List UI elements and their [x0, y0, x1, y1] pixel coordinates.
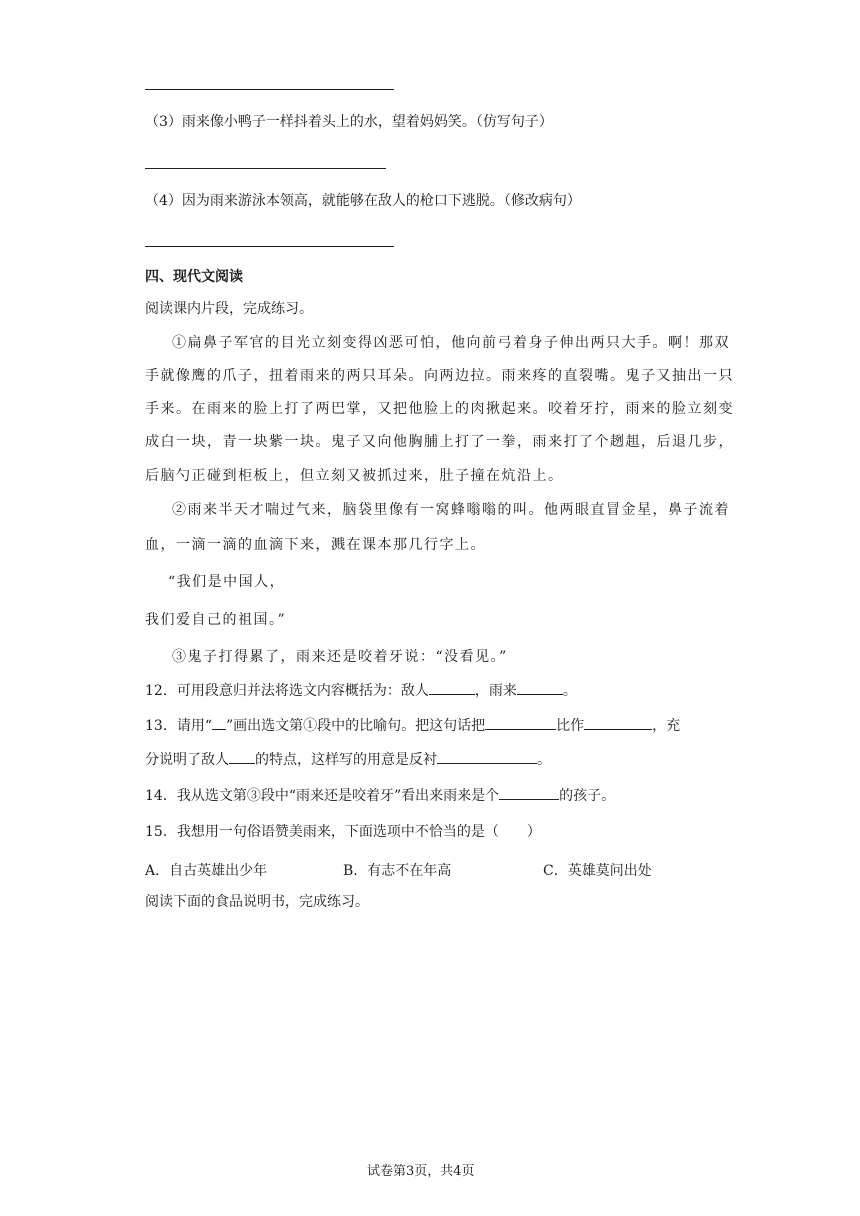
q13-text: 。 — [537, 752, 551, 768]
question-14 — [145, 785, 615, 805]
question-12 — [145, 680, 577, 700]
section-intro: 阅读课内片段，完成练习。 — [145, 301, 313, 317]
q14-text: 14．我从选文第③段中“雨来还是咬着牙”看出来雨来是个 — [145, 788, 500, 804]
section-heading: 四、现代文阅读 — [145, 269, 243, 285]
q13-blank-2[interactable] — [584, 715, 652, 730]
question-3: （3）雨来像小鸭子一样抖着头上的水，望着妈妈笑。（仿写句子） — [145, 114, 553, 130]
q13-text: ，充 — [652, 718, 681, 734]
question-13-cont — [145, 749, 551, 769]
q13-text: 比作 — [556, 718, 585, 734]
q12-text: 12．可用段意归并法将选文内容概括为：敌人 — [145, 683, 429, 699]
q13-underline-sample — [212, 715, 226, 730]
answer-line — [145, 89, 394, 90]
answer-line — [145, 168, 386, 169]
quote-line: “我们是中国人， — [168, 574, 286, 590]
passage-line: 后脑勺正碰到柜板上，但立刻又被抓过来，肚子撞在炕沿上。 — [145, 468, 564, 484]
q12-blank-1[interactable] — [429, 680, 475, 695]
q13-text: 的特点，这样写的用意是反衬 — [255, 752, 437, 768]
passage-line: ①扁鼻子军官的目光立刻变得凶恶可怕，他向前弓着身子伸出两只大手。啊！那双 — [172, 335, 730, 351]
passage-line: 成白一块，青一块紫一块。鬼子又向他胸脯上打了一拳，雨来打了个趔趄，后退几步， — [145, 434, 734, 450]
question-15: 15．我想用一句俗语赞美雨来，下面选项中不恰当的是（ ） — [145, 824, 541, 840]
page-footer: 试卷第3页，共4页 — [367, 1164, 475, 1179]
passage-line: ②雨来半天才喘过气来，脑袋里像有一窝蜂嗡嗡的叫。他两眼直冒金星，鼻子流着 — [172, 502, 730, 518]
question-4: （4）因为雨来游泳本领高，就能够在敌人的枪口下逃脱。（修改病句） — [145, 193, 581, 209]
q13-text: 分说明了敌人 — [145, 752, 229, 768]
q13-blank-1[interactable] — [485, 715, 556, 730]
answer-line — [145, 246, 394, 247]
q12-text: ，雨来 — [474, 683, 517, 699]
passage-line: 手来。在雨来的脸上打了两巴掌，又把他脸上的肉揪起来。咬着牙拧，雨来的脸立刻变 — [145, 401, 734, 417]
option-b[interactable]: B．有志不在年高 — [343, 863, 452, 879]
question-13 — [145, 715, 680, 735]
q13-blank-3[interactable] — [229, 749, 255, 764]
quote-line: 我们爱自己的祖国。” — [145, 612, 287, 628]
q13-text: 13．请用“ — [145, 718, 212, 734]
passage-line: 手就像鹰的爪子，扭着雨来的两只耳朵。向两边拉。雨来疼的直裂嘴。鬼子又抽出一只 — [145, 368, 734, 384]
option-a[interactable]: A．自古英雄出少年 — [145, 863, 268, 879]
q14-blank[interactable] — [499, 785, 559, 800]
q13-text: ”画出选文第①段中的比喻句。把这句话把 — [225, 718, 486, 734]
q12-text: 。 — [562, 683, 577, 699]
q12-blank-2[interactable] — [517, 680, 563, 695]
passage-line: ③鬼子打得累了，雨来还是咬着牙说：“没看见。” — [172, 649, 508, 665]
option-c[interactable]: C．英雄莫问出处 — [543, 863, 652, 879]
q13-blank-4[interactable] — [437, 749, 537, 764]
food-intro: 阅读下面的食品说明书，完成练习。 — [145, 894, 369, 910]
q14-text: 的孩子。 — [559, 788, 616, 804]
passage-line: 血，一滴一滴的血滴下来，溅在课本那几行字上。 — [145, 537, 486, 553]
